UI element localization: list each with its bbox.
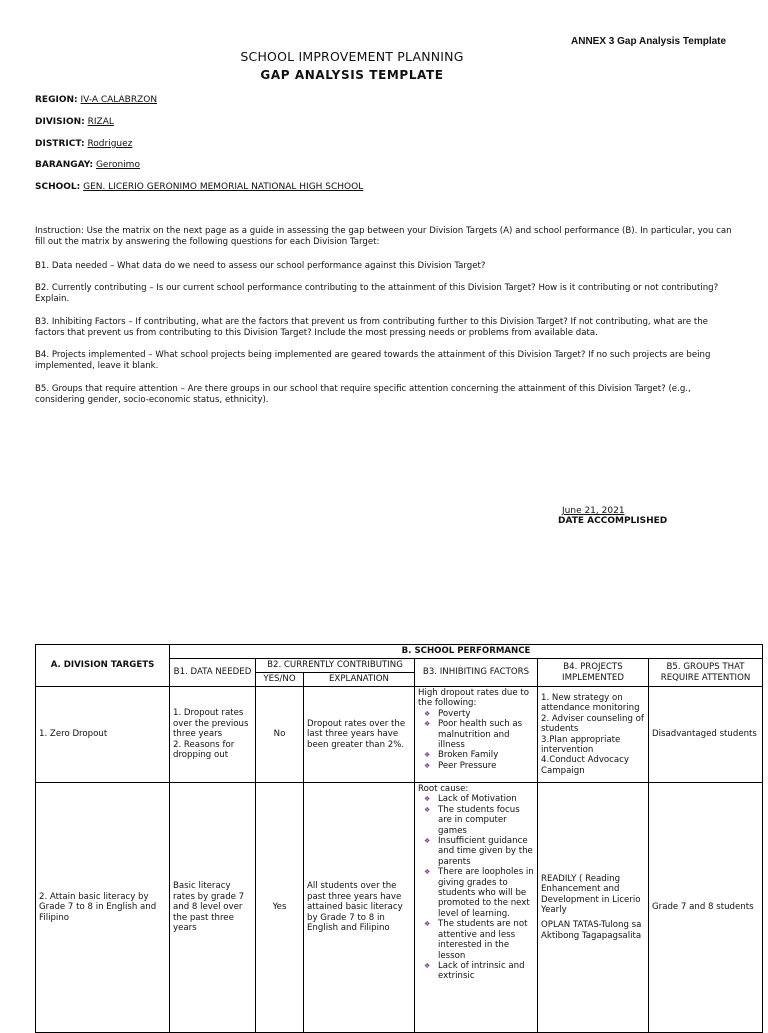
instruction-b5: B5. Groups that require attention – Are there groups in our school that require specific attention concerning the attainment of this Division Target? (e.g., considering gender, socio-economic status, ethnicity). [35,384,691,405]
list-item: ❖ The students focus are in computer games [438,805,534,836]
header-b2-yes-no: YES/NO [256,673,304,687]
list-item: ❖ Broken Family [438,750,534,760]
table-row [36,687,763,783]
division-value: RIZAL [87,117,114,127]
barangay-value: Geronimo [95,160,140,170]
region-value: IV-A CALABRZON [80,95,158,105]
groups-cell: Grade 7 and 8 students [649,783,763,1033]
barangay-field [35,160,140,170]
yes-no-cell: No [256,687,304,783]
project-item: 4.Conduct Advocacy Campaign [541,755,629,776]
date-accomplished-value: June 21, 2021 [562,506,625,516]
data-needed-cell [170,783,256,1033]
document-subtitle: GAP ANALYSIS TEMPLATE [260,68,444,82]
explanation-cell: Dropout rates over the last three years have been greater than 2%. [304,687,415,783]
project-item: 3.Plan appropriate intervention [541,734,621,755]
instruction-intro: Instruction: Use the matrix on the next page as a guide in assessing the gap between your Division Targets (A) and school performance (B). In particular, you can fill out the matrix by answering the following questions for each Division Target: [35,226,732,247]
header-division-targets: A. DIVISION TARGETS [36,645,170,687]
region-label: REGION: [35,95,78,105]
header-b5-groups-attention: B5. GROUPS THAT REQUIRE ATTENTION [649,659,763,687]
school-label: SCHOOL: [35,182,81,192]
inhibiting-factors-list [418,794,534,981]
document-title: SCHOOL IMPROVEMENT PLANNING [240,49,464,64]
division-label: DIVISION: [35,117,85,127]
inhibiting-factors-cell [415,687,538,783]
project-item: OPLAN TATAS-Tulong sa Aktibong Tagapagsalita [541,920,642,941]
instruction-b4: B4. Projects implemented – What school projects being implemented are geared towards the attainment of this Division Target? If no such projects are being implemented, leave it blank. [35,350,711,371]
project-item: READILY ( Reading Enhancement and Development in Licerio Yearly [541,873,641,915]
project-item: 1. New strategy on attendance monitoring [541,692,640,714]
project-item: 2. Adviser counseling of students [541,713,644,735]
data-needed-item: 1. Dropout rates over the previous three years [173,708,249,740]
school-value: GEN. LICERIO GERONIMO MEMORIAL NATIONAL HIGH SCHOOL [83,182,364,192]
instruction-b3: B3. Inhibiting Factors – If contributing, what are the factors that prevent us from contributing further to this Division Target? If not contributing, what are the factors that prevent us from contributing to this Division Target? Include the most pressing needs or problems from available data. [35,317,708,338]
projects-cell [538,687,649,783]
date-accomplished-label: DATE ACCOMPLISHED [558,516,668,526]
instruction-b2: B2. Currently contributing – Is our current school performance contributing to the attainment of this Division Target? How is it contributing or not contributing? Explain. [35,283,719,304]
inhibiting-factors-cell [415,783,538,1033]
header-b3-inhibiting-factors: B3. INHIBITING FACTORS [415,659,538,687]
inhibiting-factors-list [418,709,534,771]
data-needed-item: Basic literacy rates by grade 7 and 8 level over the past three years [173,881,245,934]
annex-label: ANNEX 3 Gap Analysis Template [571,36,727,47]
header-b2-currently-contributing: B2. CURRENTLY CONTRIBUTING [256,659,415,673]
list-item: ❖ Poor health such as malnutrition and illness [438,719,534,750]
data-needed-item: 2. Reasons for dropping out [173,739,235,761]
explanation-cell: All students over the past three years have attained basic literacy by Grade 7 to 8 in English and Filipino [304,783,415,1033]
list-item: ❖ Lack of Motivation [438,794,534,804]
school-field [35,182,363,192]
instruction-b1: B1. Data needed – What data do we need to assess our school performance against this Division Target? [35,261,486,271]
target-cell: 1. Zero Dropout [36,687,170,783]
list-item: ❖ Poverty [438,709,534,719]
inhibiting-intro: High dropout rates due to the following: [418,688,530,709]
header-b2-explanation: EXPLANATION [304,673,415,687]
region-field [35,95,157,105]
projects-cell [538,783,649,1033]
header-b1-data-needed: B1. DATA NEEDED [170,659,256,687]
list-item: ❖ Insufficient guidance and time given by the parents [438,836,534,867]
groups-cell: Disadvantaged students [649,687,763,783]
list-item: ❖ Lack of intrinsic and extrinsic [438,961,534,982]
header-school-performance: B. SCHOOL PERFORMANCE [170,645,763,659]
gap-analysis-table [35,644,763,1033]
inhibiting-intro: Root cause: [418,784,469,794]
barangay-label: BARANGAY: [35,160,94,170]
district-field [35,139,132,149]
data-needed-cell [170,687,256,783]
header-b4-projects-implemented: B4. PROJECTS IMPLEMENTED [538,659,649,687]
list-item: ❖ There are loopholes in giving grades to students who will be promoted to the next level of learning. [438,867,534,919]
target-cell: 2. Attain basic literacy by Grade 7 to 8 in English and Filipino [36,783,170,1033]
yes-no-cell: Yes [256,783,304,1033]
list-item: ❖ Peer Pressure [438,761,534,771]
district-label: DISTRICT: [35,139,85,149]
table-row [36,783,763,1033]
list-item: ❖ The students are not attentive and less interested in the lesson [438,919,534,961]
division-field [35,117,114,127]
district-value: Rodriguez [87,139,133,149]
